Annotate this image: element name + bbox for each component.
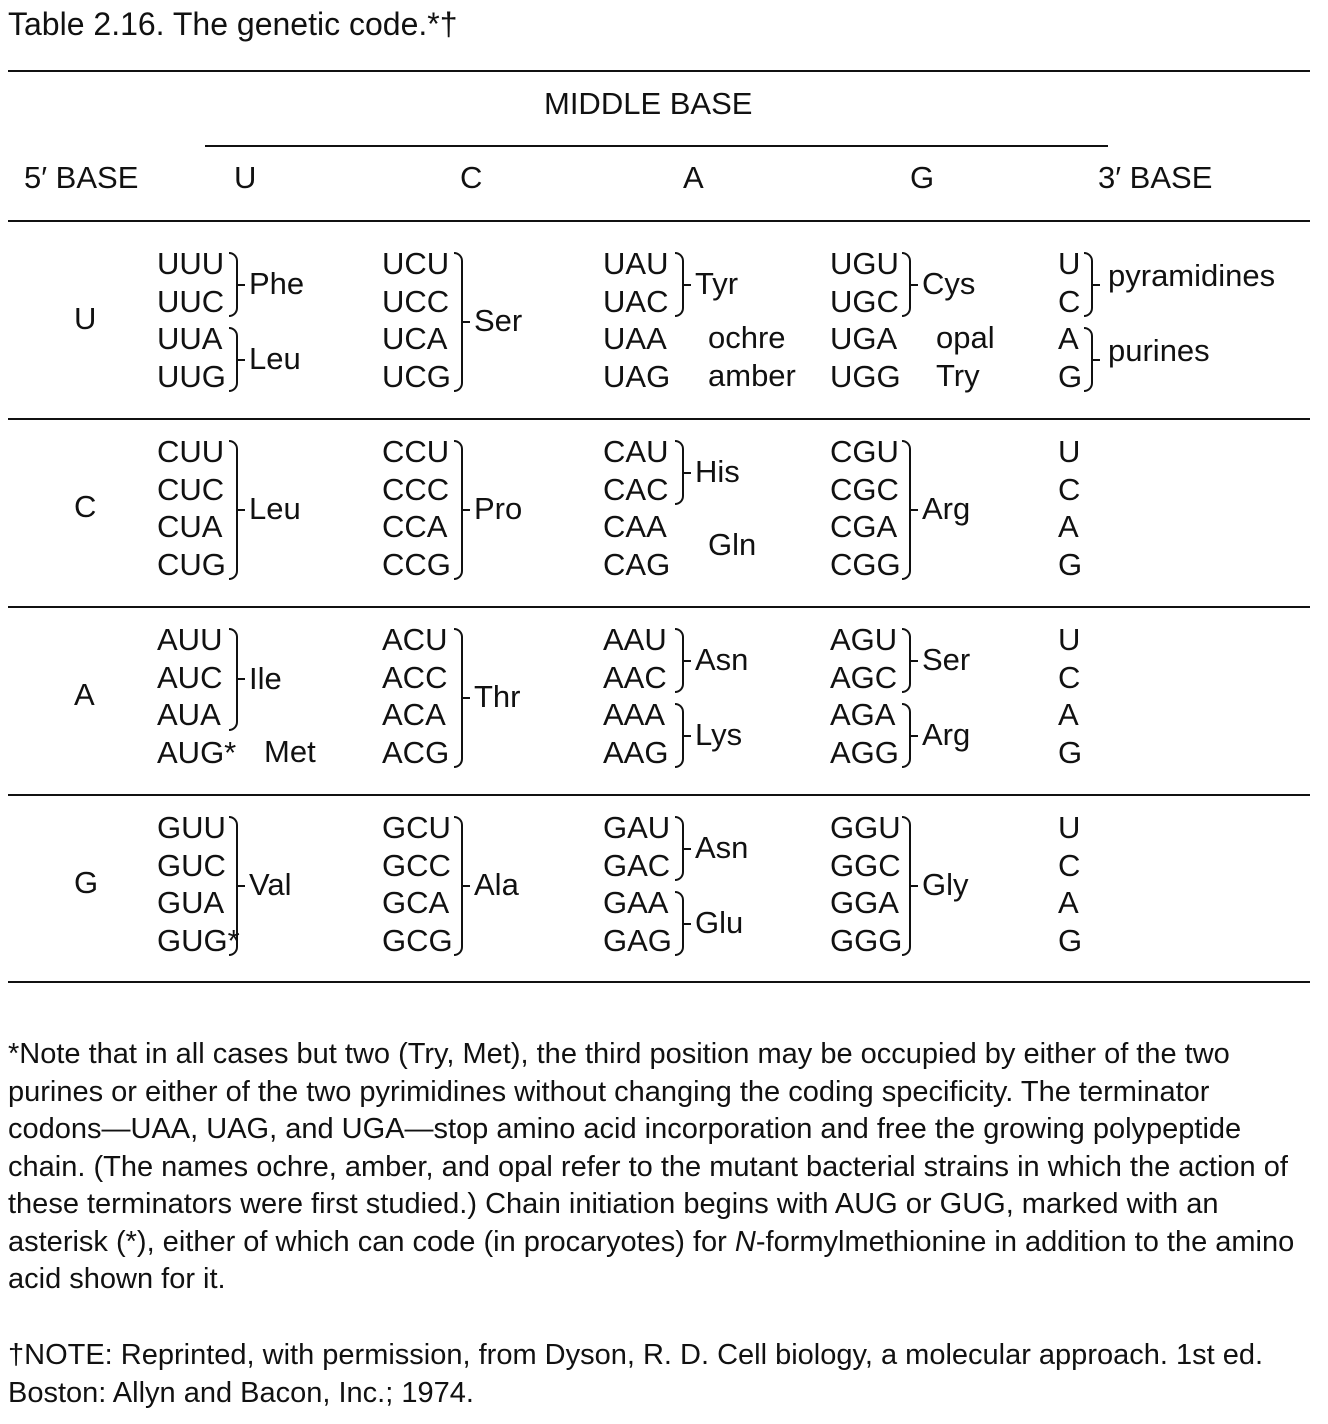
- codon: AGA: [830, 697, 896, 732]
- amino-acid-label: Gly: [922, 867, 969, 903]
- codon: UAU: [603, 246, 669, 281]
- amino-acid-label: Pro: [474, 491, 523, 527]
- three-base-letter: G: [1058, 734, 1083, 770]
- footnote-text: *Note that in all cases but two (Try, Met), the third position may be occupied by either of the two purines or either of the two pyrimidines without changing the coding specificity. The terminator codons—UAA, UAG, and UGA—stop amino acid incorporation and free the growing polypeptide chain. (The names ochre, amber, and opal refer to the mutant bacterial strains in which the action of these terminators were first studied.) Chain initiation begins with AUG or GUG, marked with an asterisk (*), either of which can code (in procaryotes) for: [8, 1038, 1288, 1258]
- five-base-c: C: [74, 489, 97, 525]
- amino-acid-label: Ile: [249, 660, 282, 696]
- codon: ACA: [382, 697, 446, 732]
- codon: GGA: [830, 885, 899, 920]
- brace: [229, 816, 238, 956]
- codon: UCA: [382, 321, 448, 356]
- codon-meaning-label: ochre: [708, 320, 786, 355]
- footnote-dagger-text: †NOTE: Reprinted, with permission, from Dyson, R. D. Cell biology, a molecular approach. 1st ed. Boston: Allyn and Bacon, Inc.; 1974.: [8, 1339, 1264, 1409]
- codon: GGC: [830, 847, 901, 883]
- amino-acid-label: Leu: [249, 340, 301, 376]
- brace: [675, 628, 684, 693]
- amino-acid-label: Asn: [695, 641, 749, 677]
- brace: [675, 816, 684, 881]
- codon: AGC: [830, 659, 898, 695]
- amino-acid-label: His: [695, 453, 740, 489]
- three-base-letter: U: [1058, 810, 1081, 845]
- three-base-letter: A: [1058, 697, 1079, 732]
- codon-meaning-label: Gln: [708, 526, 757, 562]
- base-class-label: purines: [1108, 332, 1210, 368]
- codon: AGU: [830, 622, 898, 657]
- codon: GCC: [382, 847, 451, 883]
- codon: UCG: [382, 358, 451, 394]
- codon: AUU: [157, 622, 223, 657]
- three-base-letter: U: [1058, 622, 1081, 657]
- codon: GCU: [382, 810, 451, 845]
- three-base-letter: A: [1058, 509, 1079, 544]
- brace: [902, 628, 911, 693]
- codon: GAG: [603, 922, 672, 958]
- codon: UGA: [830, 321, 898, 356]
- brace: [229, 327, 238, 392]
- codon: GCG: [382, 922, 453, 958]
- codon-meaning-label: amber: [708, 357, 796, 393]
- codon: UAG: [603, 358, 671, 394]
- header-rule: [8, 220, 1310, 222]
- amino-acid-label: Tyr: [695, 265, 739, 301]
- codon: AAG: [603, 734, 669, 770]
- amino-acid-label: Lys: [695, 716, 743, 752]
- codon: CUC: [157, 471, 225, 507]
- brace: [675, 891, 684, 956]
- codon: AUC: [157, 659, 223, 695]
- codon: UAC: [603, 283, 669, 319]
- brace: [454, 252, 463, 392]
- codon: AAU: [603, 622, 667, 657]
- codon: ACG: [382, 734, 450, 770]
- codon: GUC: [157, 847, 226, 883]
- brace: [1084, 252, 1093, 317]
- brace: [902, 252, 911, 317]
- codon: GGG: [830, 922, 903, 958]
- brace: [902, 703, 911, 768]
- brace: [454, 816, 463, 956]
- three-base-letter: G: [1058, 546, 1083, 582]
- row-rule: [8, 794, 1310, 796]
- codon: CAA: [603, 509, 667, 544]
- three-base-letter: A: [1058, 885, 1079, 920]
- codon: AGG: [830, 734, 899, 770]
- amino-acid-label: Leu: [249, 491, 301, 527]
- codon: CUA: [157, 509, 223, 544]
- three-base-letter: U: [1058, 246, 1081, 281]
- footnote-dagger: [8, 1337, 1308, 1412]
- top-rule: [8, 70, 1310, 72]
- row-rule: [8, 981, 1310, 983]
- three-base-letter: A: [1058, 321, 1079, 356]
- codon: GAA: [603, 885, 669, 920]
- codon-meaning-label: Met: [264, 733, 316, 769]
- three-base-letter: G: [1058, 922, 1083, 958]
- codon: ACU: [382, 622, 448, 657]
- amino-acid-label: Cys: [922, 265, 976, 301]
- codon: CCG: [382, 546, 451, 582]
- middle-col-header-a: A: [683, 160, 704, 195]
- brace: [229, 252, 238, 317]
- middle-base-rule: [205, 145, 1108, 147]
- footnote-italic: N: [734, 1225, 756, 1258]
- footnote-text-end: -formylmethionine in addition to the amino acid shown for it.: [8, 1225, 1295, 1295]
- codon: AAC: [603, 659, 667, 695]
- three-base-letter: C: [1058, 283, 1081, 319]
- three-base-letter: G: [1058, 358, 1083, 394]
- codon: UGG: [830, 358, 901, 394]
- amino-acid-label: Ser: [474, 303, 523, 339]
- five-base-a: A: [74, 677, 95, 713]
- codon: UAA: [603, 321, 667, 356]
- codon: CCC: [382, 471, 450, 507]
- codon-meaning-label: opal: [936, 320, 995, 355]
- brace: [902, 440, 911, 580]
- brace: [902, 816, 911, 956]
- codon: GAU: [603, 810, 671, 845]
- codon-meaning-label: Try: [936, 357, 980, 393]
- row-rule: [8, 606, 1310, 608]
- codon: AUA: [157, 697, 221, 732]
- codon: AUG*: [157, 734, 237, 770]
- footnote-asterisk: [8, 1036, 1308, 1299]
- brace: [675, 703, 684, 768]
- row-rule: [8, 418, 1310, 420]
- codon: CAC: [603, 471, 669, 507]
- amino-acid-label: Ser: [922, 641, 971, 677]
- brace: [229, 628, 238, 731]
- brace: [229, 440, 238, 580]
- codon: GUG*: [157, 922, 240, 958]
- codon: GCA: [382, 885, 450, 920]
- amino-acid-label: Phe: [249, 265, 305, 301]
- base-class-label: pyramidines: [1108, 257, 1276, 293]
- amino-acid-label: Arg: [922, 716, 971, 752]
- codon: UUA: [157, 321, 223, 356]
- three-base-letter: C: [1058, 471, 1081, 507]
- amino-acid-label: Asn: [695, 829, 749, 865]
- middle-col-header-c: C: [460, 160, 483, 195]
- amino-acid-label: Arg: [922, 491, 971, 527]
- codon: UUG: [157, 358, 226, 394]
- five-base-header: 5′ BASE: [24, 160, 139, 195]
- brace: [454, 628, 463, 768]
- codon: GAC: [603, 847, 671, 883]
- amino-acid-label: Ala: [474, 867, 519, 903]
- codon: UGU: [830, 246, 899, 281]
- codon: CGA: [830, 509, 898, 544]
- codon: GGU: [830, 810, 901, 845]
- table-caption: Table 2.16. The genetic code.*†: [8, 6, 458, 42]
- five-base-u: U: [74, 301, 97, 337]
- codon: CGC: [830, 471, 899, 507]
- brace: [1084, 327, 1093, 392]
- codon: UGC: [830, 283, 899, 319]
- three-base-letter: C: [1058, 847, 1081, 883]
- amino-acid-label: Glu: [695, 904, 744, 940]
- codon: GUU: [157, 810, 226, 845]
- brace: [675, 252, 684, 317]
- codon: GUA: [157, 885, 225, 920]
- middle-col-header-g: G: [910, 160, 935, 195]
- codon: UUU: [157, 246, 225, 281]
- codon: CUG: [157, 546, 226, 582]
- three-base-letter: U: [1058, 434, 1081, 469]
- codon: UCU: [382, 246, 450, 281]
- amino-acid-label: Thr: [474, 679, 521, 715]
- codon: CGG: [830, 546, 901, 582]
- codon: CGU: [830, 434, 899, 469]
- brace: [454, 440, 463, 580]
- amino-acid-label: Val: [249, 867, 292, 903]
- three-base-letter: C: [1058, 659, 1081, 695]
- three-base-header: 3′ BASE: [1098, 160, 1213, 195]
- middle-base-header: MIDDLE BASE: [544, 86, 753, 121]
- codon: CAU: [603, 434, 669, 469]
- codon: CAG: [603, 546, 671, 582]
- codon: UUC: [157, 283, 225, 319]
- codon: ACC: [382, 659, 448, 695]
- codon: CCA: [382, 509, 448, 544]
- five-base-g: G: [74, 865, 99, 901]
- codon: UCC: [382, 283, 450, 319]
- codon: CCU: [382, 434, 450, 469]
- codon: AAA: [603, 697, 666, 732]
- middle-col-header-u: U: [234, 160, 257, 195]
- brace: [675, 440, 684, 505]
- codon: CUU: [157, 434, 225, 469]
